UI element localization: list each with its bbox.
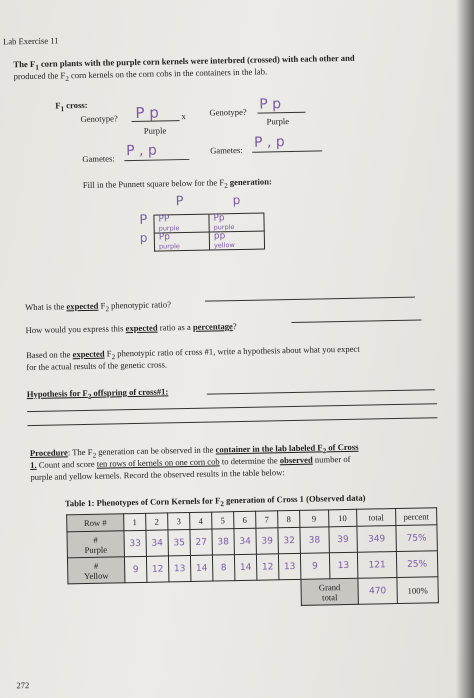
gametes-right-label: Gametes:	[210, 144, 243, 156]
yellow-count[interactable]: 9	[124, 556, 146, 582]
grand-total-value[interactable]: 470	[358, 578, 397, 605]
purple-count[interactable]: 38	[212, 529, 234, 555]
total-header: total	[357, 509, 396, 527]
purple-count[interactable]: 32	[278, 527, 300, 553]
row-number: 3	[168, 512, 190, 529]
phenotype-right: Purple	[266, 116, 290, 127]
gametes-left-line	[124, 159, 189, 161]
row-number-label: Row #	[67, 514, 124, 532]
yellow-count[interactable]: 13	[329, 552, 358, 579]
percent-header: percent	[396, 508, 437, 526]
yellow-total[interactable]: 121	[357, 552, 396, 579]
grand-percent: 100%	[397, 577, 438, 604]
yellow-count[interactable]: 14	[234, 554, 256, 580]
page-number: 272	[16, 680, 30, 691]
gametes-left-label: Gametes:	[82, 153, 115, 164]
yellow-count[interactable]: 14	[190, 555, 212, 581]
gametes-right-line	[252, 150, 322, 152]
cross-x: x	[181, 110, 186, 122]
purple-count[interactable]: 39	[328, 526, 357, 553]
purple-count[interactable]: 34	[234, 528, 256, 554]
row-number: 9	[300, 510, 329, 528]
yellow-percent[interactable]: 25%	[396, 551, 437, 578]
observed-data-table	[66, 507, 439, 610]
punnett-col-header: p	[209, 196, 264, 215]
yellow-count[interactable]: 9	[300, 553, 329, 580]
procedure-line-2: 1. Count and score ten rows of kernels on one corn cob to determine the observed number of	[30, 453, 351, 471]
genotype-left-label: Genotype?	[80, 113, 118, 125]
procedure-line-1: Procedure: The $F_2$ generation can be observed in the container in the lab labeled $F_2$ of Cross	[29, 441, 359, 460]
question-hypothesis-2: for the actual results of the genetic cross.	[26, 359, 168, 373]
hypothesis-label: Hypothesis for $F_2$ offspring of cross#1:	[26, 386, 169, 401]
hypothesis-line-2[interactable]	[27, 403, 437, 412]
gametes-left-answer: P , p	[126, 142, 157, 160]
table-caption: Table 1: Phenotypes of Corn Kernels for $F_2$ generation of Cross 1 (Observed data)	[64, 492, 366, 509]
punnett-cell[interactable]: Pp purple	[154, 232, 209, 251]
punnett-cell[interactable]: PP purple	[154, 214, 209, 233]
purple-count[interactable]: 39	[256, 528, 278, 554]
question-phenotypic-ratio: What is the expected $F_2$ phenotypic ratio?	[25, 299, 172, 314]
row-number: 5	[212, 512, 234, 529]
purple-total[interactable]: 349	[357, 526, 396, 553]
row-number: 4	[190, 512, 212, 529]
purple-count[interactable]: 27	[190, 529, 212, 555]
intro-line-1: The $F_1$ corn plants with the purple corn kernels were interbred (crossed) with each other and	[13, 52, 355, 72]
yellow-count[interactable]: 12	[146, 556, 168, 582]
purple-label: # Purple	[67, 531, 124, 558]
punnett-col-header: P	[154, 197, 209, 216]
row-number: 8	[278, 510, 300, 527]
question-percentage: How would you express this expected ratio as a percentage?	[25, 321, 237, 336]
punnett-cell[interactable]: Pp purple	[209, 213, 264, 232]
punnett-row-header: P	[139, 212, 148, 228]
intro-line-2: produced the $F_2$ corn kernels on the corn cobs in the containers in the lab.	[13, 66, 268, 84]
answer-line-ratio[interactable]	[205, 297, 415, 302]
genotype-right-label: Genotype?	[209, 106, 247, 118]
genotype-left-answer: P p	[135, 103, 159, 122]
punnett-cell[interactable]: pp yellow	[209, 231, 264, 250]
yellow-count[interactable]: 8	[212, 555, 234, 581]
genotype-right-line	[257, 112, 305, 114]
row-number: 7	[256, 511, 278, 528]
row-number: 2	[146, 513, 168, 530]
question-hypothesis-1: Based on the expected $F_2$ phenotypic ratio of cross #1, write a hypothesis about what you expect	[25, 343, 360, 362]
row-number: 6	[234, 511, 256, 528]
procedure-line-3: purple and yellow kernels. Record the observed results in the table below:	[30, 467, 285, 483]
punnett-square	[137, 192, 265, 252]
yellow-count[interactable]: 12	[256, 554, 278, 580]
purple-count[interactable]: 38	[300, 527, 329, 554]
answer-line-percentage[interactable]	[291, 320, 421, 323]
purple-count[interactable]: 34	[146, 530, 168, 556]
row-number: 10	[328, 509, 357, 527]
phenotype-left: Purple	[143, 125, 167, 136]
yellow-count[interactable]: 13	[168, 555, 190, 581]
yellow-count[interactable]: 13	[278, 553, 300, 579]
genotype-left-line	[132, 120, 180, 122]
genotype-right-answer: P p	[259, 96, 282, 113]
f1-cross-label: $F_1$ cross:	[55, 99, 88, 114]
hypothesis-line-1[interactable]	[207, 389, 435, 394]
punnett-instruction: Fill in the Punnett square below for the $F_2$ generation:	[82, 176, 272, 190]
page-edge-shadow	[456, 0, 474, 698]
hypothesis-line-3[interactable]	[27, 417, 437, 426]
purple-percent[interactable]: 75%	[396, 525, 437, 552]
purple-count[interactable]: 35	[168, 529, 190, 555]
gametes-right-answer: P , p	[253, 134, 285, 151]
lab-title: Lab Exercise 11	[2, 35, 59, 47]
punnett-row-header: p	[139, 230, 148, 245]
purple-count[interactable]: 33	[124, 530, 146, 556]
yellow-label: # Yellow	[67, 557, 124, 584]
grand-total-label: Grand total	[301, 578, 358, 605]
row-number: 1	[124, 513, 146, 530]
